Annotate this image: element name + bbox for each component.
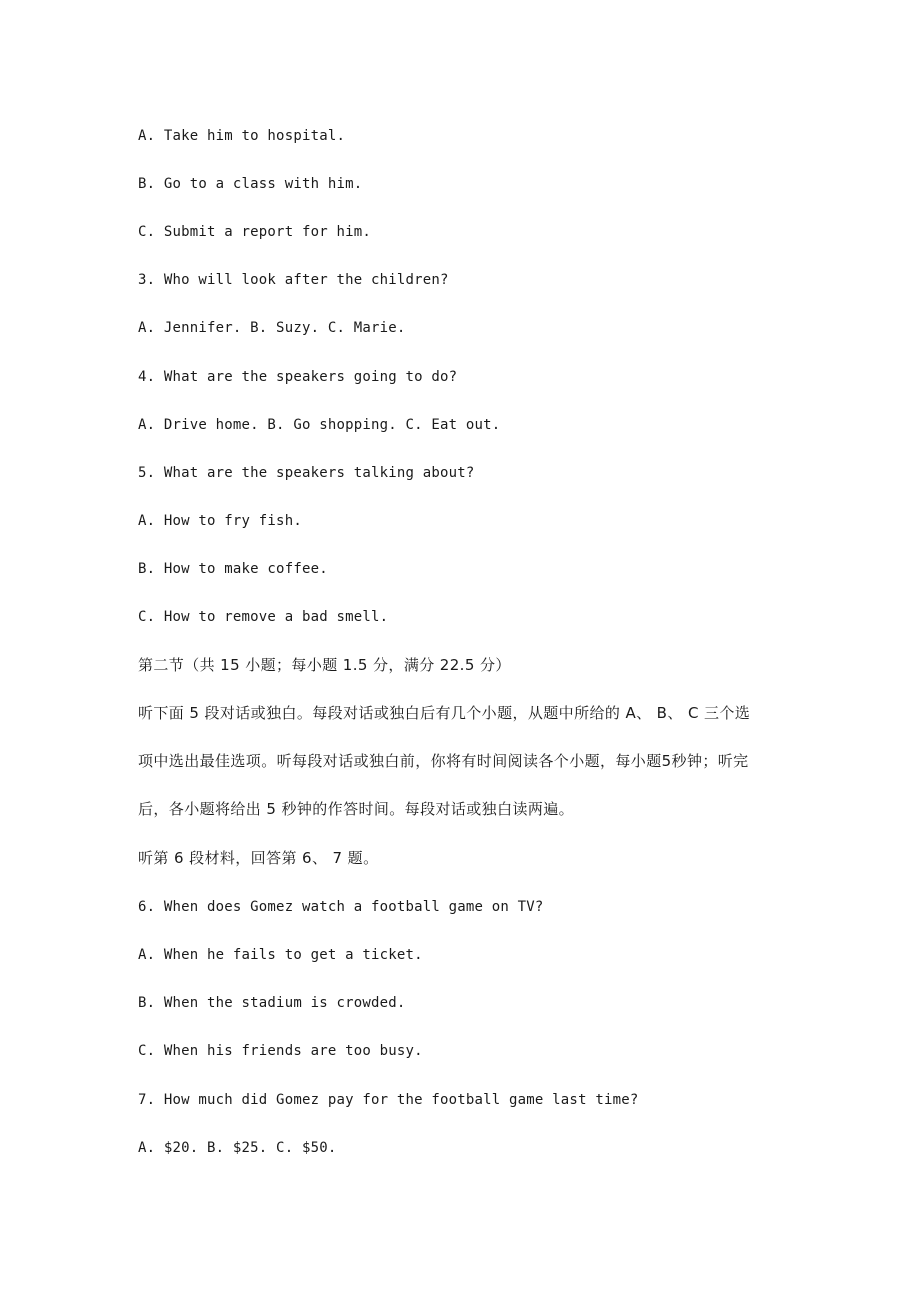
options-7: A. $20. B. $25. C. $50. xyxy=(138,1140,337,1156)
option-5b: B. How to make coffee. xyxy=(138,561,328,577)
question-3: 3. Who will look after the children? xyxy=(138,272,449,288)
option-6c: C. When his friends are too busy. xyxy=(138,1043,423,1059)
section-heading: 第二节（共 15 小题；每小题 1.5 分，满分 22.5 分） xyxy=(138,656,511,674)
option-2b: B. Go to a class with him. xyxy=(138,176,363,192)
options-4: A. Drive home. B. Go shopping. C. Eat out. xyxy=(138,417,501,433)
option-6b: B. When the stadium is crowded. xyxy=(138,995,406,1011)
option-5a: A. How to fry fish. xyxy=(138,513,302,529)
instructions-line-3: 后，各小题将给出 5 秒钟的作答时间。每段对话或独白读两遍。 xyxy=(138,800,575,818)
question-6: 6. When does Gomez watch a football game on TV? xyxy=(138,899,544,915)
option-2c: C. Submit a report for him. xyxy=(138,224,371,240)
option-6a: A. When he fails to get a ticket. xyxy=(138,947,423,963)
question-7: 7. How much did Gomez pay for the football game last time? xyxy=(138,1092,639,1108)
option-2a: A. Take him to hospital. xyxy=(138,128,346,144)
instructions-line-1: 听下面 5 段对话或独白。每段对话或独白后有几个小题，从题中所给的 A、 B、 C 三个选 xyxy=(138,704,751,722)
question-5: 5. What are the speakers talking about? xyxy=(138,465,475,481)
question-4: 4. What are the speakers going to do? xyxy=(138,369,458,385)
material-6-prompt: 听第 6 段材料，回答第 6、 7 题。 xyxy=(138,849,379,867)
options-3: A. Jennifer. B. Suzy. C. Marie. xyxy=(138,320,406,336)
option-5c: C. How to remove a bad smell. xyxy=(138,609,389,625)
instructions-line-2: 项中选出最佳选项。听每段对话或独白前，你将有时间阅读各个小题，每小题5秒钟；听完 xyxy=(138,752,749,770)
